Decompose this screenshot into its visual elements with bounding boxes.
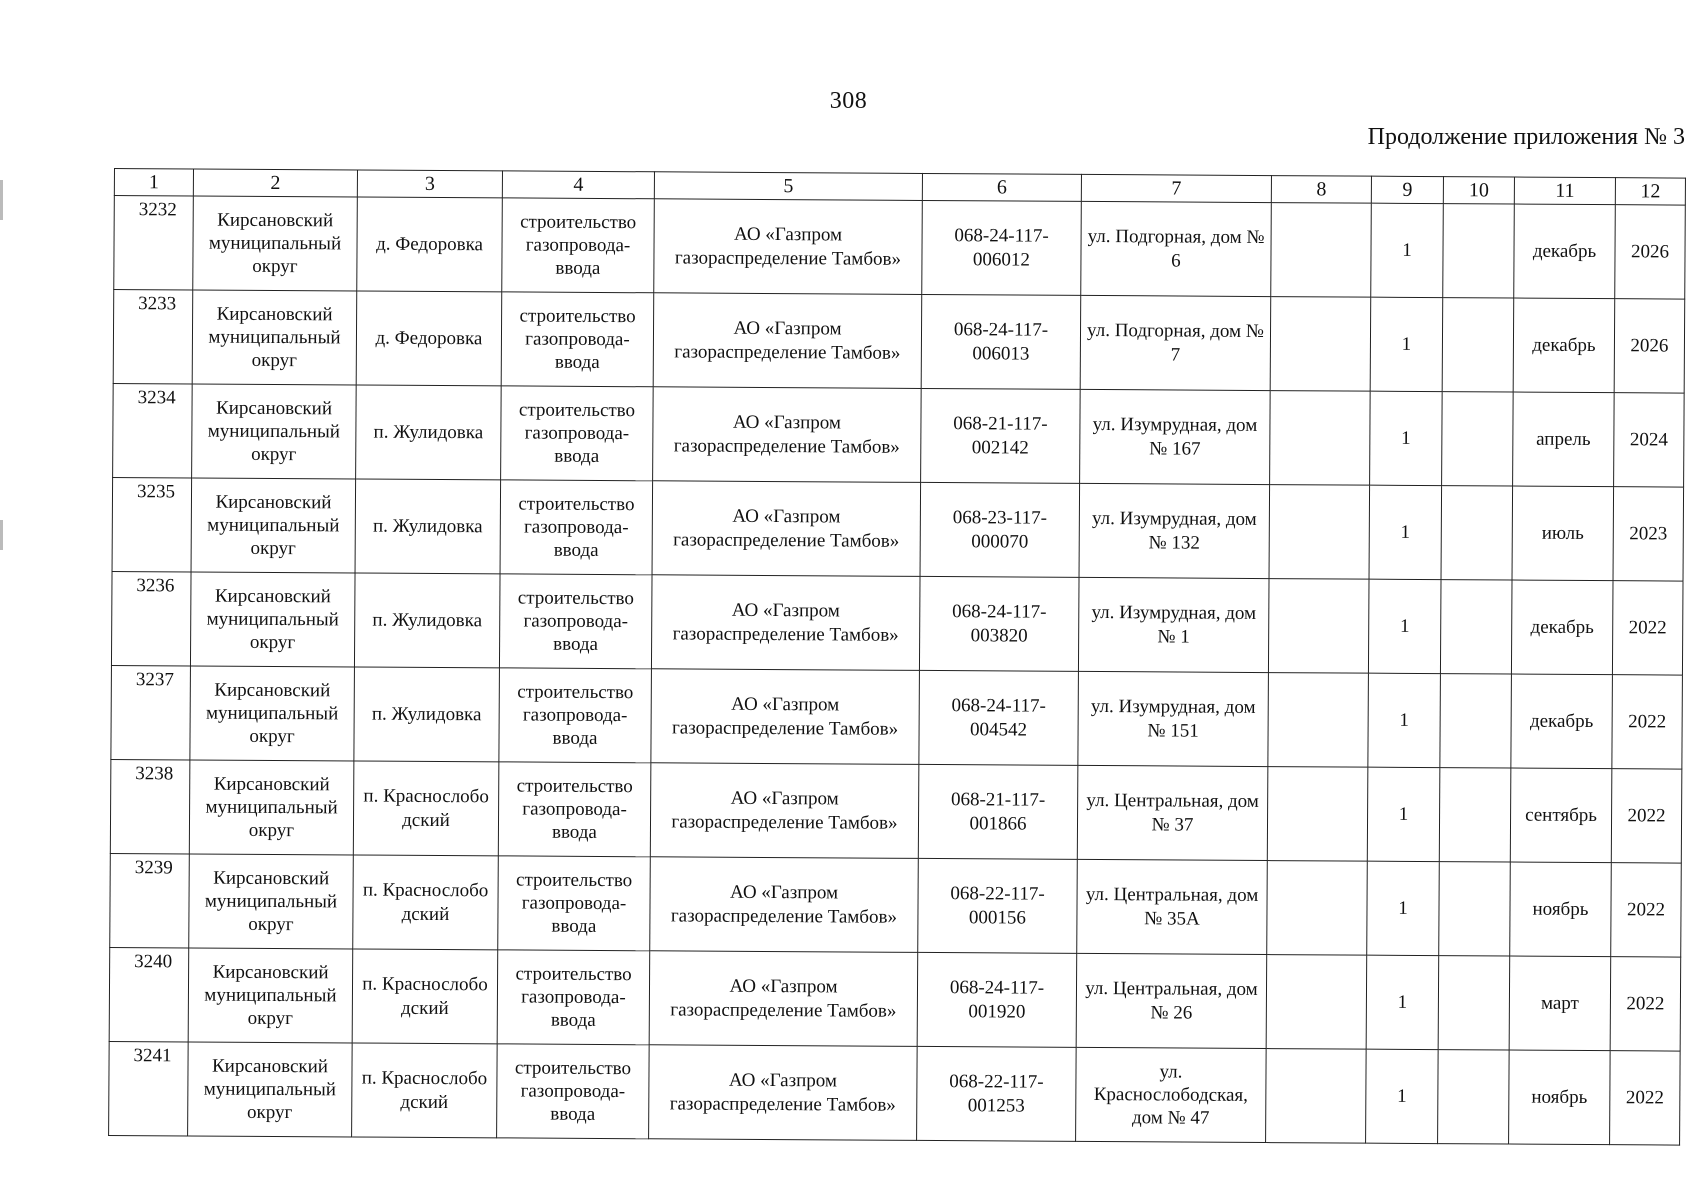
registry-code-cell: 068-24-117-006012 (922, 200, 1082, 295)
address-cell: ул. Центральная, дом № 26 (1076, 953, 1267, 1048)
column-number-header: 9 (1371, 176, 1443, 203)
district-cell: Кирсановский муниципальный округ (191, 478, 356, 573)
settlement-cell: п. Жулидовка (356, 385, 502, 480)
table-row (111, 665, 1683, 769)
table-row (109, 947, 1681, 1051)
column-8-cell (1269, 485, 1370, 580)
year-cell: 2022 (1611, 769, 1682, 863)
row-number-cell: 3236 (111, 571, 191, 665)
column-number-header: 12 (1615, 178, 1685, 205)
settlement-cell: п. Жулидовка (354, 667, 500, 762)
organization-cell: АО «Газпром газораспределение Тамбов» (654, 199, 923, 295)
column-8-cell (1270, 297, 1371, 392)
table-row (113, 290, 1685, 394)
month-cell: декабрь (1511, 580, 1613, 675)
table-row (111, 571, 1683, 675)
row-number-cell: 3241 (109, 1041, 189, 1135)
district-cell: Кирсановский муниципальный округ (190, 572, 355, 667)
column-number-header: 5 (654, 172, 922, 201)
work-type-cell: строительство газопровода-ввода (500, 480, 653, 575)
work-type-cell: строительство газопровода-ввода (498, 762, 651, 857)
table-row (109, 1041, 1681, 1145)
work-type-cell: строительство газопровода-ввода (497, 1044, 650, 1139)
table-body (109, 196, 1686, 1146)
column-8-cell (1266, 955, 1367, 1050)
year-cell: 2023 (1613, 487, 1684, 581)
registry-code-cell: 068-23-117-000070 (920, 482, 1080, 577)
column-8-cell (1267, 861, 1368, 956)
district-cell: Кирсановский муниципальный округ (193, 196, 358, 291)
month-cell: декабрь (1513, 298, 1615, 393)
count-cell: 1 (1371, 203, 1444, 297)
organization-cell: АО «Газпром газораспределение Тамбов» (650, 763, 919, 859)
column-number-header: 7 (1081, 174, 1271, 202)
column-number-header: 11 (1514, 177, 1615, 205)
column-10-cell (1440, 674, 1512, 768)
address-cell: ул. Центральная, дом № 37 (1077, 765, 1268, 860)
count-cell: 1 (1367, 767, 1440, 861)
organization-cell: АО «Газпром газораспределение Тамбов» (651, 575, 920, 671)
district-cell: Кирсановский муниципальный округ (188, 948, 353, 1043)
address-cell: ул. Изумрудная, дом № 132 (1079, 483, 1270, 578)
column-10-cell (1441, 486, 1513, 580)
work-type-cell: строительство газопровода-ввода (502, 198, 655, 293)
row-number-cell: 3234 (113, 383, 193, 477)
gas-connection-table (108, 168, 1686, 1146)
month-cell: ноябрь (1510, 862, 1612, 957)
column-10-cell (1439, 768, 1511, 862)
registry-code-cell: 068-21-117-002142 (921, 388, 1081, 483)
year-cell: 2026 (1614, 299, 1685, 393)
page-number: 308 (829, 88, 868, 114)
column-number-header: 1 (114, 169, 193, 196)
column-8-cell (1268, 579, 1369, 674)
district-cell: Кирсановский муниципальный округ (189, 760, 354, 855)
address-cell: ул. Подгорная, дом № 6 (1081, 201, 1272, 296)
count-cell: 1 (1369, 485, 1442, 579)
month-cell: декабрь (1511, 674, 1613, 769)
row-number-cell: 3240 (109, 947, 189, 1041)
row-number-cell: 3238 (110, 759, 190, 853)
work-type-cell: строительство газопровода-ввода (498, 856, 651, 951)
column-number-header: 2 (193, 169, 357, 197)
settlement-cell: п. Жулидовка (355, 479, 501, 574)
year-cell: 2022 (1610, 1051, 1681, 1145)
work-type-cell: строительство газопровода-ввода (499, 574, 652, 669)
scan-edge-mark (0, 520, 3, 550)
column-number-header: 8 (1271, 176, 1371, 204)
organization-cell: АО «Газпром газораспределение Тамбов» (652, 481, 921, 577)
column-number-header: 3 (357, 170, 502, 198)
row-number-cell: 3233 (113, 290, 193, 384)
column-number-header: 6 (922, 173, 1081, 201)
column-8-cell (1267, 767, 1368, 862)
column-8-cell (1271, 203, 1372, 298)
address-cell: ул. Изумрудная, дом № 151 (1078, 671, 1269, 766)
registry-code-cell: 068-24-117-006013 (921, 294, 1081, 389)
month-cell: ноябрь (1509, 1050, 1611, 1145)
appendix-continuation-label: Продолжение приложения № 3 (1367, 124, 1685, 150)
table-row (110, 759, 1682, 863)
count-cell: 1 (1368, 579, 1441, 673)
count-cell: 1 (1370, 391, 1443, 485)
count-cell: 1 (1367, 861, 1440, 955)
address-cell: ул. Центральная, дом № 35А (1077, 859, 1268, 954)
district-cell: Кирсановский муниципальный округ (188, 1042, 353, 1137)
column-8-cell (1268, 673, 1369, 768)
month-cell: июль (1512, 486, 1614, 581)
month-cell: март (1509, 956, 1611, 1051)
district-cell: Кирсановский муниципальный округ (192, 384, 357, 479)
column-8-cell (1270, 391, 1371, 486)
registry-code-cell: 068-22-117-000156 (918, 858, 1078, 953)
year-cell: 2022 (1610, 957, 1681, 1051)
count-cell: 1 (1366, 1049, 1439, 1143)
column-10-cell (1438, 1050, 1510, 1144)
table-row (112, 477, 1684, 581)
row-number-cell: 3235 (112, 477, 192, 571)
column-number-header: 10 (1443, 177, 1514, 204)
settlement-cell: п. Краснослобо дский (353, 761, 499, 856)
registry-code-cell: 068-24-117-003820 (919, 576, 1079, 671)
organization-cell: АО «Газпром газораспределение Тамбов» (653, 293, 922, 389)
settlement-cell: п. Краснослобо дский (352, 1043, 498, 1138)
table-row (114, 196, 1686, 300)
month-cell: сентябрь (1510, 768, 1612, 863)
work-type-cell: строительство газопровода-ввода (501, 292, 654, 387)
year-cell: 2022 (1612, 581, 1683, 675)
column-number-header: 4 (502, 171, 654, 199)
registry-code-cell: 068-22-117-001253 (917, 1046, 1077, 1141)
year-cell: 2022 (1611, 863, 1682, 957)
address-cell: ул. Изумрудная, дом № 1 (1078, 577, 1269, 672)
count-cell: 1 (1370, 297, 1443, 391)
table-row (110, 853, 1682, 957)
settlement-cell: п. Жулидовка (354, 573, 500, 668)
column-10-cell (1440, 580, 1512, 674)
column-10-cell (1438, 956, 1510, 1050)
work-type-cell: строительство газопровода-ввода (497, 950, 650, 1045)
address-cell: ул. Краснослободская, дом № 47 (1076, 1047, 1267, 1142)
column-10-cell (1442, 392, 1514, 486)
year-cell: 2026 (1615, 205, 1686, 299)
settlement-cell: д. Федоровка (356, 291, 502, 386)
table-row (113, 383, 1685, 487)
row-number-cell: 3237 (111, 665, 191, 759)
registry-code-cell: 068-21-117-001866 (918, 764, 1078, 859)
column-10-cell (1442, 298, 1514, 392)
address-cell: ул. Изумрудная, дом № 167 (1080, 389, 1271, 484)
organization-cell: АО «Газпром газораспределение Тамбов» (653, 387, 922, 483)
count-cell: 1 (1368, 673, 1441, 767)
scan-edge-mark (0, 180, 3, 220)
month-cell: апрель (1513, 392, 1615, 487)
settlement-cell: п. Краснослобо дский (352, 949, 498, 1044)
work-type-cell: строительство газопровода-ввода (499, 668, 652, 763)
registry-code-cell: 068-24-117-001920 (917, 952, 1077, 1047)
organization-cell: АО «Газпром газораспределение Тамбов» (649, 1045, 918, 1141)
district-cell: Кирсановский муниципальный округ (192, 290, 357, 385)
count-cell: 1 (1366, 955, 1439, 1049)
organization-cell: АО «Газпром газораспределение Тамбов» (649, 951, 918, 1047)
address-cell: ул. Подгорная, дом № 7 (1080, 295, 1271, 390)
district-cell: Кирсановский муниципальный округ (189, 854, 354, 949)
month-cell: декабрь (1514, 204, 1616, 299)
work-type-cell: строительство газопровода-ввода (501, 386, 654, 481)
row-number-cell: 3232 (114, 196, 194, 290)
year-cell: 2022 (1612, 675, 1683, 769)
district-cell: Кирсановский муниципальный округ (190, 666, 355, 761)
settlement-cell: п. Краснослобо дский (353, 855, 499, 950)
organization-cell: АО «Газпром газораспределение Тамбов» (650, 857, 919, 953)
column-10-cell (1443, 204, 1515, 298)
registry-code-cell: 068-24-117-004542 (919, 670, 1079, 765)
year-cell: 2024 (1614, 393, 1685, 487)
column-10-cell (1439, 862, 1511, 956)
settlement-cell: д. Федоровка (357, 197, 503, 292)
row-number-cell: 3239 (110, 853, 190, 947)
column-8-cell (1266, 1049, 1367, 1144)
organization-cell: АО «Газпром газораспределение Тамбов» (651, 669, 920, 765)
